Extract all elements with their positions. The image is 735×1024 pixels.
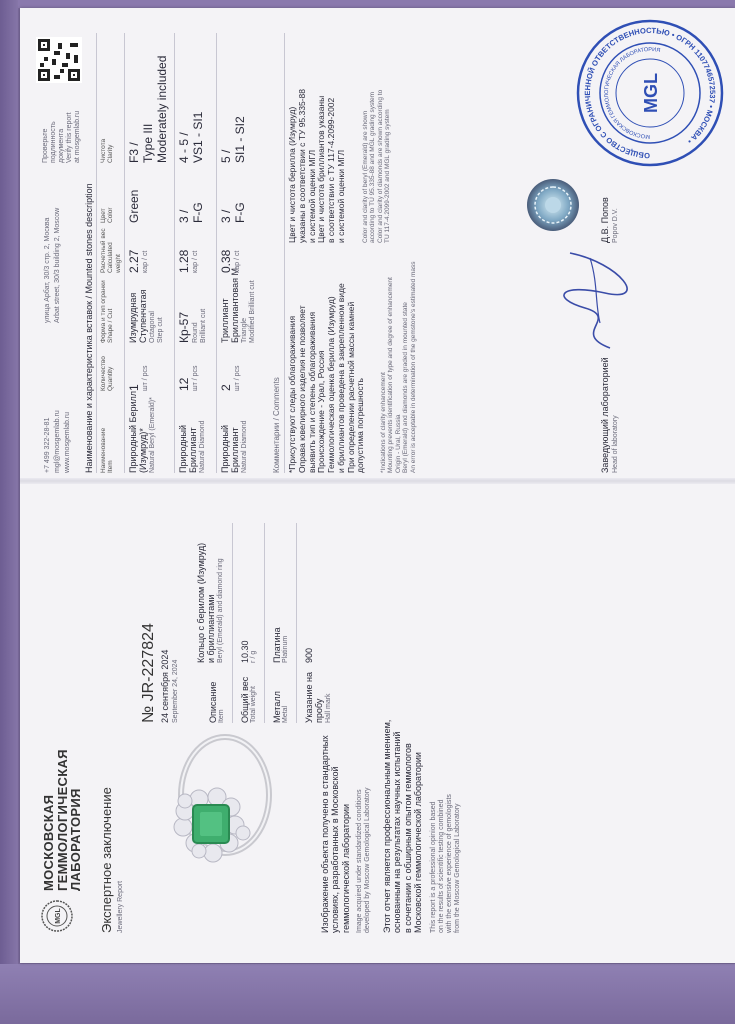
col-header-shape: Форма и тип огранки Shape / Cut (100, 280, 115, 343)
stamp-outer-text: ОБЩЕСТВО С ОГРАНИЧЕННОЙ ОТВЕТСТВЕННОСТЬЮ • ОГРН 1107746572537 • МОСКВА • (582, 25, 718, 161)
verify-note: Проверьте подлинность документа Verify this report at mosgemlab.ru (42, 110, 82, 163)
signature-role: Заведующий лабораторией (600, 357, 610, 473)
divider (296, 523, 297, 723)
report-date-en: September 24, 2024 (172, 659, 179, 723)
lab-logo-icon (40, 899, 74, 933)
table-cell-weight: 0.38 кар / ct (219, 249, 241, 273)
signature-name-en: Popov D.V. (612, 208, 619, 243)
field-hallmark-value: 900 (304, 647, 314, 663)
field-metal-value: Платина Platinum (272, 627, 290, 663)
table-cell-weight: 2.27 кар / ct (127, 249, 149, 273)
table-row: Природный Бриллиант Natural Diamond (178, 420, 206, 473)
comments-right: Цвет и чистота берилла (Изумруд) указаны в соответствии с ТУ 95.335-88 и системой оценки МГЛ Цвет и чистота бриллиантов указаны в соответствии с ТУ 117-4.2099-2002 и системой оценки МГЛ (287, 89, 346, 243)
divider (96, 33, 97, 473)
table-cell-qty: 12 шт / pcs (177, 365, 199, 391)
field-metal: Металл Metal (272, 691, 290, 723)
svg-text:MGL: MGL (55, 908, 62, 924)
report-date: 24 сентября 2024 (160, 649, 170, 723)
lab-name: МОСКОВСКАЯ ГЕММОЛОГИЧЕСКАЯ ЛАБОРАТОРИЯ (41, 749, 84, 891)
report-document (20, 8, 735, 963)
table-cell-clarity: F3 / Type III Moderately included (127, 55, 169, 163)
table-row: Природный Бриллиант Natural Diamond (220, 420, 248, 473)
field-description-value: Кольцо с берилом (Изумруд) и бриллиантами Beryl (Emerald) and diamond ring (196, 542, 224, 663)
stamp-logo: MGL (641, 73, 661, 113)
opinion-note: Этот отчет является профессиональным мнением, основанным на результатах научных испытаний в сочетании с обширным опытом геммологов Московской геммологической лаборатории (382, 719, 424, 933)
divider (124, 33, 125, 473)
qr-code-icon[interactable] (36, 37, 82, 83)
col-header-clarity: Чистота Clarity (100, 138, 115, 163)
signature-name: Д.В. Попов (600, 197, 610, 243)
comments-left: *Присутствуют следы облагораживания Оправа ювелирного изделия не позволяет выявить тип и степень облагораживания Происхождение - Урал, Россия Геммологическая оценка берилла (Изумруд) и бриллиантов проведена в закрепленном виде При определении расчетной массы камней допустима погрешность (287, 283, 366, 473)
signature-role-en: Head of laboratory (612, 415, 619, 473)
rotated-content (20, 8, 735, 963)
signature-icon (550, 243, 630, 353)
background-bottom (0, 964, 735, 1024)
image-note-en: Image acquired under standardized conditions developed by Moscow Gemological Laboratory (356, 787, 372, 933)
field-weight: Общий вес Total weight (240, 676, 258, 723)
divider (264, 523, 265, 723)
col-header-quantity: Количество Quantity (100, 356, 115, 391)
field-weight-value: 10.30 г / g (240, 640, 258, 663)
divider (216, 33, 217, 473)
contact-address-en: Arbat street, 30/3 building 2, Moscow (54, 207, 61, 323)
stones-heading: Наименование и характеристика вставок / Mounted stones description (84, 183, 94, 473)
table-cell-clarity: 4 - 5 / VS1 - SI1 (177, 111, 205, 163)
table-cell-weight: 1.28 кар / ct (177, 249, 199, 273)
lab-stamp (575, 18, 725, 168)
divider (284, 33, 285, 473)
comments-right-en: Color and clarity of beryl (Emerald) are shown according to TU 95.335-88 and MGL grading system Color and clarity of diamonds are shown according to TU 117-4.2099-2002 and MGL grading system (362, 89, 392, 243)
contact-email: mgl@mosgemlab.ru (54, 410, 61, 473)
col-header-weight: Расчетный вес Calculated weight (100, 228, 122, 273)
table-row: Природный Берилл (Изумруд)* Natural Beryl (Emerald)* (128, 391, 156, 473)
image-note: Изображение объекта получено в стандартных условиях, разработанных в Московской геммологической лаборатории (320, 735, 351, 933)
contact-address: улица Арбат, 30/3 стр. 2, Москва (44, 217, 51, 323)
hologram-sticker-icon (525, 177, 581, 233)
table-cell-qty: 1 шт / pcs (127, 365, 149, 391)
col-header-color: Цвет Color (100, 207, 115, 223)
table-cell-shape: Триллиант Бриллиантовая М Triangle Modified Brilliant cut (220, 267, 256, 343)
divider (232, 523, 233, 723)
background-left (0, 0, 18, 1024)
contact-site: www.mosgemlab.ru (64, 411, 71, 473)
page-title: Экспертное заключение (99, 787, 114, 933)
stamp-inner-text: МОСКОВСКАЯ ГЕММОЛОГИЧЕСКАЯ ЛАБОРАТОРИЯ (603, 46, 661, 140)
table-cell-shape: Изумрудная Ступенчатая Octagonal Step cut (128, 289, 164, 343)
divider (174, 33, 175, 473)
comments-heading: Комментарии / Comments (272, 377, 281, 473)
table-cell-color: 3 / F-G (219, 202, 247, 223)
opinion-note-en: This report is a professional opinion based on the results of scientific testing combined with the extensive experience of gemologists from the Moscow Gemological Laboratory (430, 794, 462, 933)
contact-phone: +7 499 322-28-81 (44, 417, 51, 473)
comments-left-en: *Indications of clarity enhancement Mounting prevents identification of type and degree of enhancement Origin - Ural, Russia Beryl (Emerald) and diamonds are graded in mounted state An error is acceptable in determination of the gemstone's estimated mass (380, 261, 417, 473)
table-cell-color: Green (127, 189, 141, 223)
field-hallmark: Указание на пробу Hall mark (304, 672, 332, 723)
report-number: № JR-227824 (140, 623, 157, 723)
background-top (0, 0, 735, 8)
ring-photo (155, 733, 295, 873)
page-title-en: Jewellery Report (117, 880, 124, 933)
table-cell-shape: Кр-57 Round Brilliant cut (177, 308, 207, 343)
col-header-item: Наименование Item (100, 427, 115, 473)
field-description: Описание Item (208, 681, 226, 723)
table-cell-color: 3 / F-G (177, 202, 205, 223)
table-cell-qty: 2 шт / pcs (219, 365, 241, 391)
table-cell-clarity: 5 / SI1 - SI2 (219, 116, 247, 163)
